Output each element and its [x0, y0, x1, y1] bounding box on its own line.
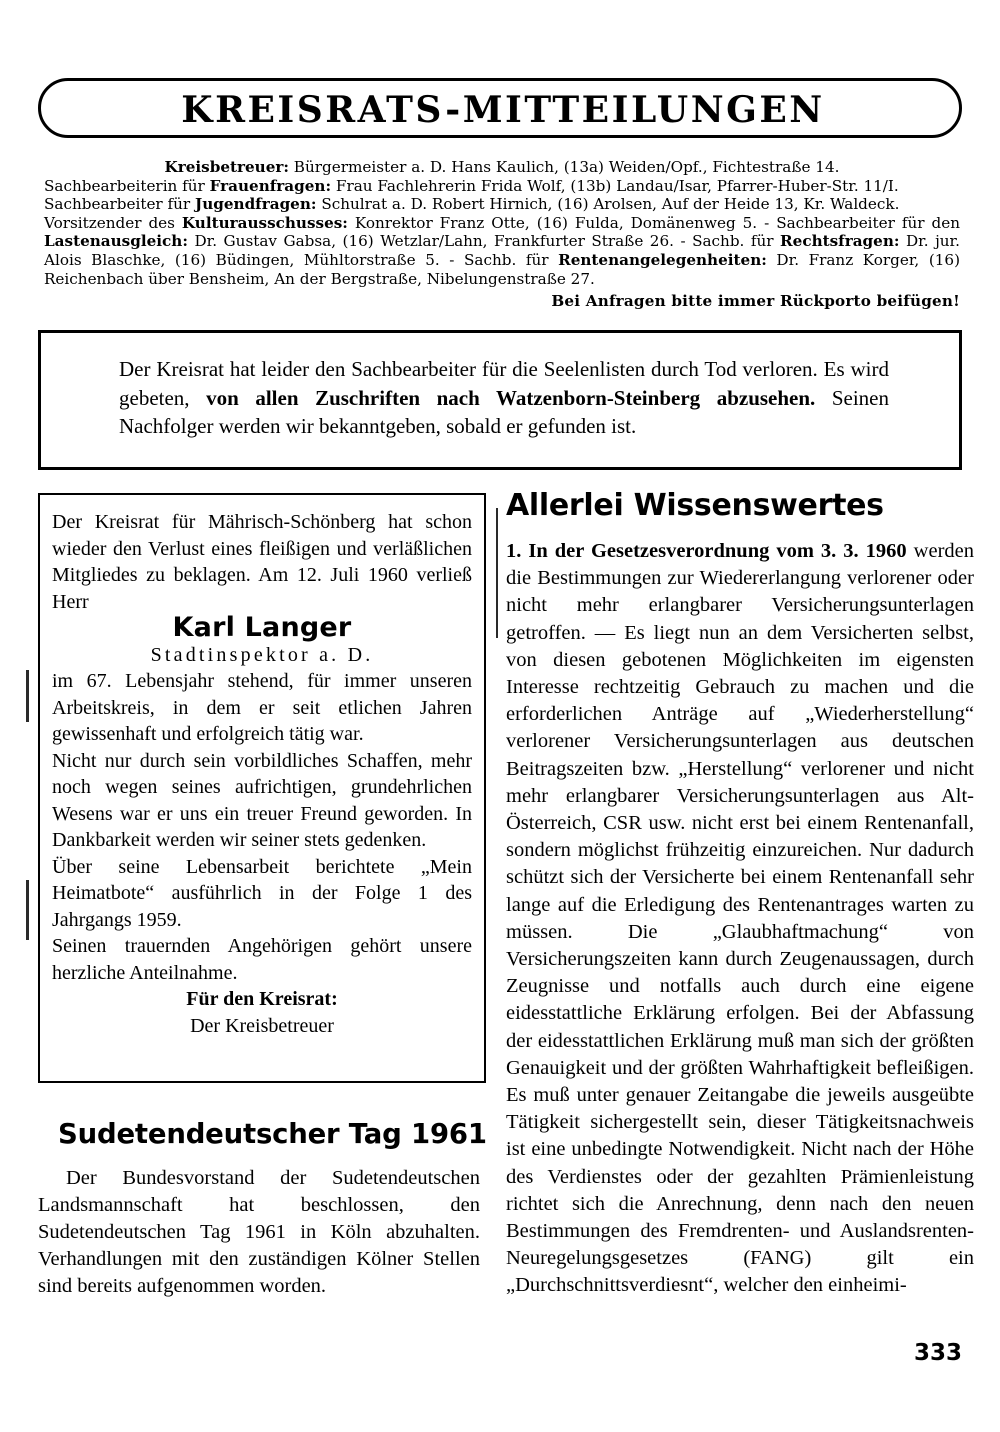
obituary-signature-line-1: Für den Kreisrat: [186, 988, 338, 1010]
sudeten-heading: Sudetendeutscher Tag 1961 [58, 1118, 487, 1150]
officials-line-1: Kreisbetreuer: Bürgermeister a. D. Hans Kaulich, (13a) Weiden/Opf., Fichtestraße 14. [164, 158, 840, 176]
notice-text: Der Kreisrat hat leider den Sachbearbeiter für die Seelenlisten durch Tod verloren. Es wird gebeten, von allen Zuschriften nach Watzenborn-Steinberg abzusehen. Seinen Nachfolger werden wir bekanntgeben, sobald er gefunden ist. [119, 357, 890, 438]
obituary-para-2: Nicht nur durch sein vorbildliches Schaffen, mehr noch wegen seines aufrichtigen, grundehrlichen Wesens war er uns ein treuer Freund geworden. In Dankbarkeit werden wir seiner stets gedenken. [52, 749, 472, 851]
obituary-signature-line-2: Der Kreisbetreuer [190, 1014, 334, 1037]
allerlei-paragraph [506, 538, 974, 1300]
officials-line-2: Sachbearbeiterin für Frauenfragen: Frau Fachlehrerin Frida Wolf, (13b) Landau/Isar, Pfarrer-Huber-Str. 11/I. [44, 176, 899, 195]
allerlei-body [506, 538, 974, 1300]
scan-edge-mark [26, 670, 29, 722]
page-title: KREISRATS-MITTEILUNGEN [181, 89, 825, 131]
obituary-content [52, 509, 472, 1039]
page-number: 333 [913, 1340, 962, 1366]
allerlei-rest: werden die Bestimmungen zur Wiedererlangung verlorener oder nicht mehr erlangbarer Versicherungsunterlagen getroffen. — Es liegt nun an dem Versicherten selbst, von diesen gebotenen Möglichkeiten im eigensten Interesse rechtzeitig Gebrauch zu machen und die erforderlichen Anträge auf „Wiederherstellung“ verlorener Versicherungsunterlagen aus deutschen Beitragszeiten bzw. „Herstellung“ verlorener und nicht mehr erlangbarer Versicherungsunterlagen aus Alt-Österreich, CSR usw. nicht erst bei einem Rentenanfall, sondern möglichst frühzeitig einzureichen. Nur dadurch schützt sich der Versicherte bei einem Rentenanfall sehr lange auf die Erledigung des Rentenantrages warten zu müssen. Die „Glaubhaftmachung“ von Versicherungszeiten kann durch Zeugenaussagen, durch Zeugnisse und notfalls auch durch eine eigene eidesstattliche Erklärung erfolgen. Bei der Abfassung der eidesstattlichen Erklärung muß man sich der größten Genauigkeit und der größten Wahrhaftigkeit befleißigen. Es muß unter genauer Zeitangabe die jeweils ausgeübte Tätigkeit sichergestellt sein, dieser Tätigkeitsnachweis ist eine unbedingte Notwendigkeit. Nicht nach der Höhe des Verdienstes oder der gezahlten Prämienleistung richtet sich die Anrechnung, denn nach den neuen Bestimmungen des Fremdrenten- und Auslandsrenten-Neuregelungsgesetzes (FANG) gilt ein „Durchschnittsverdiesnt“, welcher den einheimi- [506, 540, 974, 1297]
obituary-intro: Der Kreisrat für Mährisch-Schönberg hat schon wieder den Verlust eines fleißigen und verläßlichen Mitgliedes zu beklagen. Am 12. Juli 1960 verließ Herr [52, 511, 472, 613]
officials-note: Bei Anfragen bitte immer Rückporto beifügen! [551, 292, 960, 311]
obituary-name: Karl Langer [172, 612, 352, 643]
officials-line-3: Sachbearbeiter für Jugendfragen: Schulrat a. D. Robert Hirnich, (16) Arolsen, Auf der Heide 13, Kr. Waldeck. [44, 195, 900, 214]
notice-box [38, 330, 962, 470]
obituary-para-3: Über seine Lebensarbeit berichtete „Mein Heimatbote“ ausführlich in der Folge 1 des Jahrgangs 1959. [52, 855, 472, 931]
scan-edge-mark [26, 880, 29, 940]
allerlei-lead: 1. In der Gesetzesverordnung vom 3. 3. 1960 [506, 540, 907, 562]
officials-line-4: Vorsitzender des Kulturausschusses: Konrektor Franz Otte, (16) Fulda, Domänenweg 5. - Sachbearbeiter für den Lastenausgleich: Dr. Gustav Gabsa, (16) Wetzlar/Lahn, Frankfurter Straße 26. - Sachb. für Rechtsfragen: Dr. jur. Alois Blaschke, (16) Büdingen, Mühltorstraße 5. - Sachb. für Rentenangelegenheiten: Dr. Franz Korger, (16) Reichenbach über Bensheim, An der Bergstraße, Nibelungenstraße 27. [44, 213, 960, 288]
allerlei-heading: Allerlei Wissenswertes [506, 488, 884, 523]
sudeten-paragraph: Der Bundesvorstand der Sudetendeutschen Landsmannschaft hat beschlossen, den Sudetendeutschen Tag 1961 in Köln abzuhalten. Verhandlungen mit den zuständigen Kölner Stellen sind bereits aufgenommen worden. [38, 1167, 480, 1297]
masthead-banner [38, 78, 962, 138]
officials-block [44, 158, 960, 311]
obituary-para-1: im 67. Lebensjahr stehend, für immer unseren Arbeitskreis, in dem er seit etlichen Jahren gewissenhaft und erfolgreich tätig war. [52, 670, 472, 745]
obituary-box [38, 493, 486, 1083]
obituary-para-4: Seinen trauernden Angehörigen gehört unsere herzliche Anteilnahme. [52, 935, 472, 984]
sudeten-body [38, 1165, 480, 1300]
scan-edge-mark [496, 508, 498, 638]
obituary-role: Stadtinspektor a. D. [150, 643, 374, 666]
